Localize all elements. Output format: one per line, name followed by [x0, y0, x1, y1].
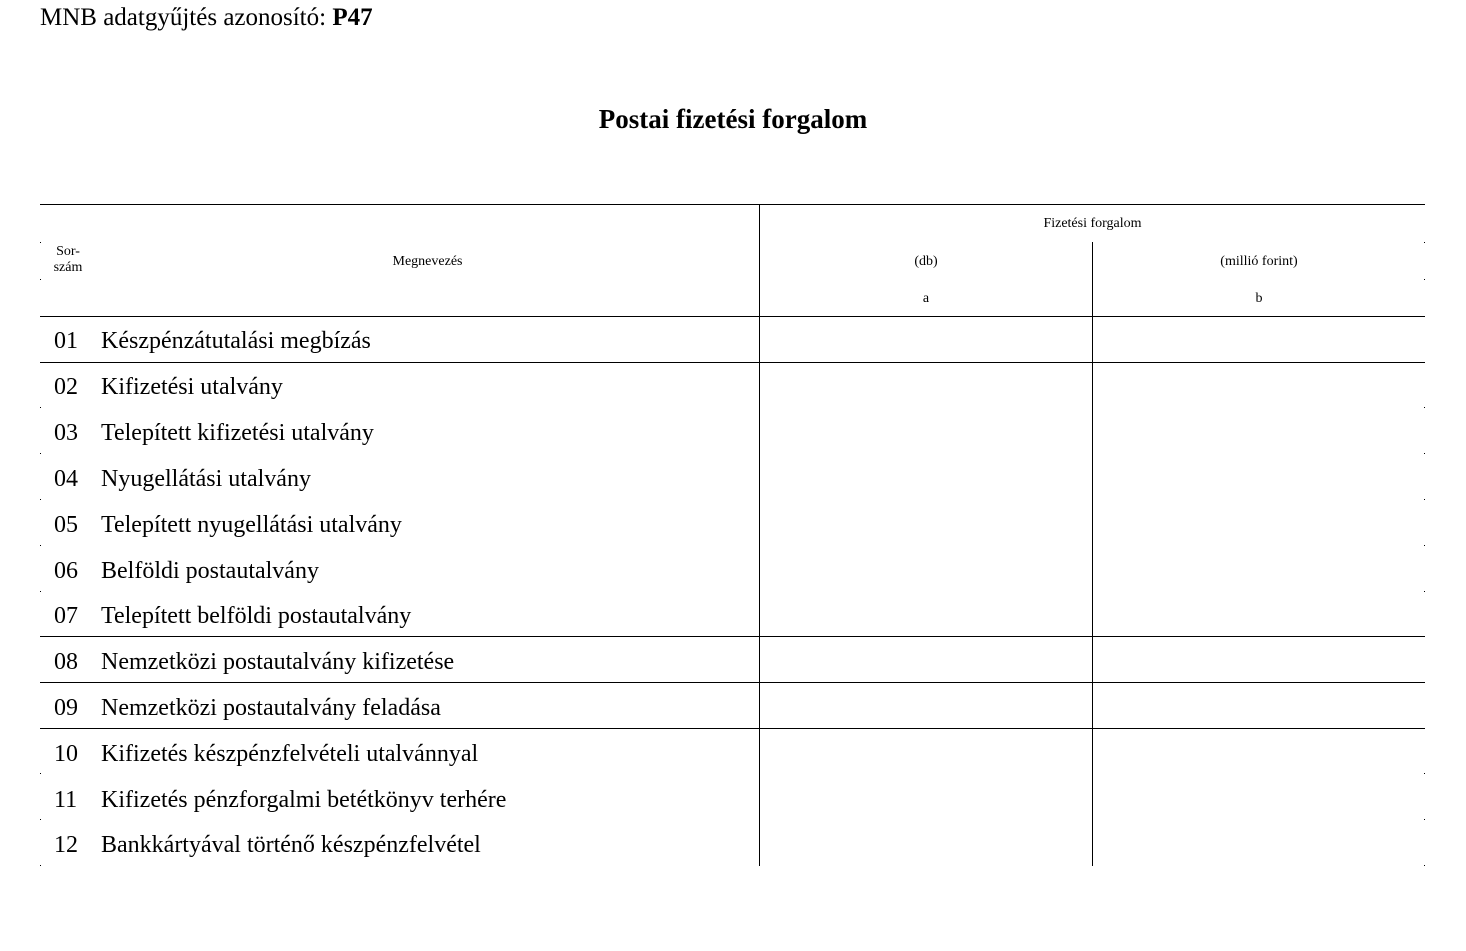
table-row: [40, 777, 760, 823]
table-row: [40, 318, 760, 364]
tick: [1424, 499, 1425, 500]
row-number: 09: [54, 695, 78, 721]
tick: [40, 865, 41, 866]
tick: [1424, 545, 1425, 546]
tick: [40, 499, 41, 500]
row-number: 07: [54, 603, 78, 629]
table-row: [40, 364, 760, 410]
tick: [40, 591, 41, 592]
tick: [1424, 819, 1425, 820]
tick: [759, 865, 760, 866]
tick: [1092, 819, 1093, 820]
header-sorszam: [40, 244, 96, 276]
page-title: Postai fizetési forgalom: [598, 104, 868, 134]
header-col-b-unit: (millió forint): [1220, 254, 1298, 269]
row-label: Nemzetközi postautalvány kifizetése: [101, 649, 455, 675]
table-row: [40, 822, 760, 868]
table-row: [40, 685, 760, 731]
table-row: [40, 410, 760, 456]
row-number: 04: [54, 466, 78, 492]
row-label: Telepített nyugellátási utalvány: [101, 512, 402, 538]
tick: [1092, 499, 1093, 500]
tick: [40, 242, 41, 243]
tick: [40, 819, 41, 820]
header-col-a-unit: (db): [914, 254, 938, 269]
row-label: Belföldi postautalvány: [101, 558, 319, 584]
tick: [40, 773, 41, 774]
header-fizetesi-forgalom: Fizetési forgalom: [1043, 216, 1142, 231]
row-label: Nyugellátási utalvány: [101, 466, 311, 492]
table-row: [40, 502, 760, 548]
data-collection-id: [40, 4, 373, 32]
header-megnevezes: Megnevezés: [392, 254, 463, 269]
tick: [1092, 545, 1093, 546]
header-sorszam-top: Sor-: [56, 244, 80, 259]
tick: [40, 279, 41, 280]
row-number: 08: [54, 649, 78, 675]
row-number: 05: [54, 512, 78, 538]
tick: [759, 591, 760, 592]
row-number: 12: [54, 832, 78, 858]
header-col-b-letter: b: [1255, 291, 1263, 306]
table-top-rule: [40, 204, 1425, 205]
row-label: Készpénzátutalási megbízás: [101, 328, 371, 354]
tick: [1424, 773, 1425, 774]
header-sorszam-bottom: szám: [53, 260, 83, 275]
table-row: [40, 456, 760, 502]
row-label: Kifizetési utalvány: [101, 374, 283, 400]
row-label: Kifizetés pénzforgalmi betétkönyv terhére: [101, 787, 507, 813]
tick: [1424, 242, 1425, 243]
tick: [1092, 591, 1093, 592]
row-number: 01: [54, 328, 78, 354]
tick: [759, 545, 760, 546]
table-row: [40, 548, 760, 594]
table-row: [40, 593, 760, 639]
tick: [1092, 773, 1093, 774]
tick: [759, 407, 760, 408]
row-number: 06: [54, 558, 78, 584]
tick: [40, 453, 41, 454]
row-label: Telepített kifizetési utalvány: [101, 420, 374, 446]
id-code: P47: [332, 4, 373, 31]
header-col-a-letter: a: [922, 291, 930, 306]
tick: [40, 545, 41, 546]
tick: [759, 773, 760, 774]
id-label: MNB adatgyűjtés azonosító:: [40, 4, 327, 31]
table-row: [40, 639, 760, 685]
tick: [1424, 279, 1425, 280]
table-row: [40, 731, 760, 777]
tick: [40, 407, 41, 408]
tick: [759, 499, 760, 500]
row-number: 10: [54, 741, 78, 767]
row-label: Kifizetés készpénzfelvételi utalvánnyal: [101, 741, 479, 767]
row-label: Bankkártyával történő készpénzfelvétel: [101, 832, 481, 858]
row-number: 03: [54, 420, 78, 446]
row-number: 02: [54, 374, 78, 400]
tick: [759, 819, 760, 820]
tick: [1424, 865, 1425, 866]
tick: [1424, 407, 1425, 408]
row-label: Nemzetközi postautalvány feladása: [101, 695, 441, 721]
form-table: [40, 204, 1425, 866]
tick: [1092, 865, 1093, 866]
header-bottom-rule: [40, 316, 1425, 317]
tick: [1424, 591, 1425, 592]
row-number: 11: [54, 787, 78, 813]
tick: [759, 453, 760, 454]
row-label: Telepített belföldi postautalvány: [101, 603, 412, 629]
tick: [1092, 407, 1093, 408]
tick: [1092, 453, 1093, 454]
tick: [1424, 453, 1425, 454]
